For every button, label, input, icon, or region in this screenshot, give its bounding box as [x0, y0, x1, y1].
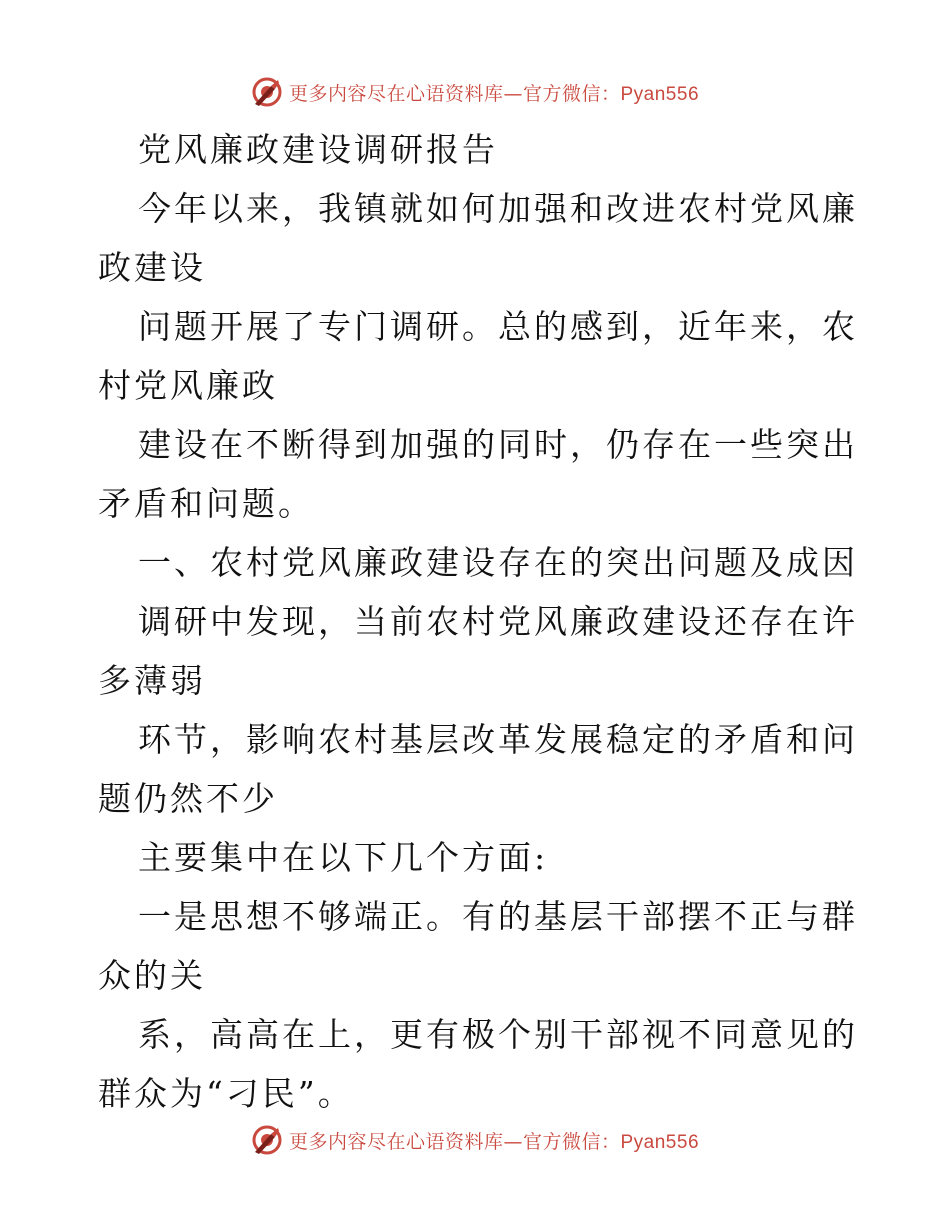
paragraph: 一是思想不够端正。有的基层干部摆不正与群众的关 [98, 897, 858, 995]
paragraph: 主要集中在以下几个方面: [138, 838, 549, 877]
paragraph: 系，高高在上，更有极个别干部视不同意见的群众为“刁民”。 [98, 1015, 858, 1113]
pen-logo-icon [251, 1124, 283, 1156]
paragraph: 环节，影响农村基层改革发展稳定的矛盾和问题仍然不少 [98, 720, 858, 818]
watermark-text: 更多内容尽在心语资料库—官方微信：Pyan556 [288, 82, 700, 105]
section-heading: 一、农村党风廉政建设存在的突出问题及成因 [138, 543, 858, 582]
paragraph: 今年以来，我镇就如何加强和改进农村党风廉政建设 [98, 189, 858, 287]
pen-logo-icon [251, 76, 283, 108]
watermark-wechat-id: Pyan556 [620, 1131, 700, 1153]
paragraph: 问题开展了专门调研。总的感到，近年来，农村党风廉政 [98, 307, 858, 405]
document-body [98, 120, 858, 1123]
watermark-wechat-id: Pyan556 [620, 83, 700, 105]
document-title: 党风廉政建设调研报告 [138, 130, 498, 169]
paragraph: 调研中发现，当前农村党风廉政建设还存在许多薄弱 [98, 602, 858, 700]
paragraph: 建设在不断得到加强的同时，仍存在一些突出矛盾和问题。 [98, 425, 858, 523]
footer-watermark [0, 1120, 950, 1160]
watermark-text: 更多内容尽在心语资料库—官方微信：Pyan556 [288, 1130, 700, 1153]
header-watermark [0, 72, 950, 112]
